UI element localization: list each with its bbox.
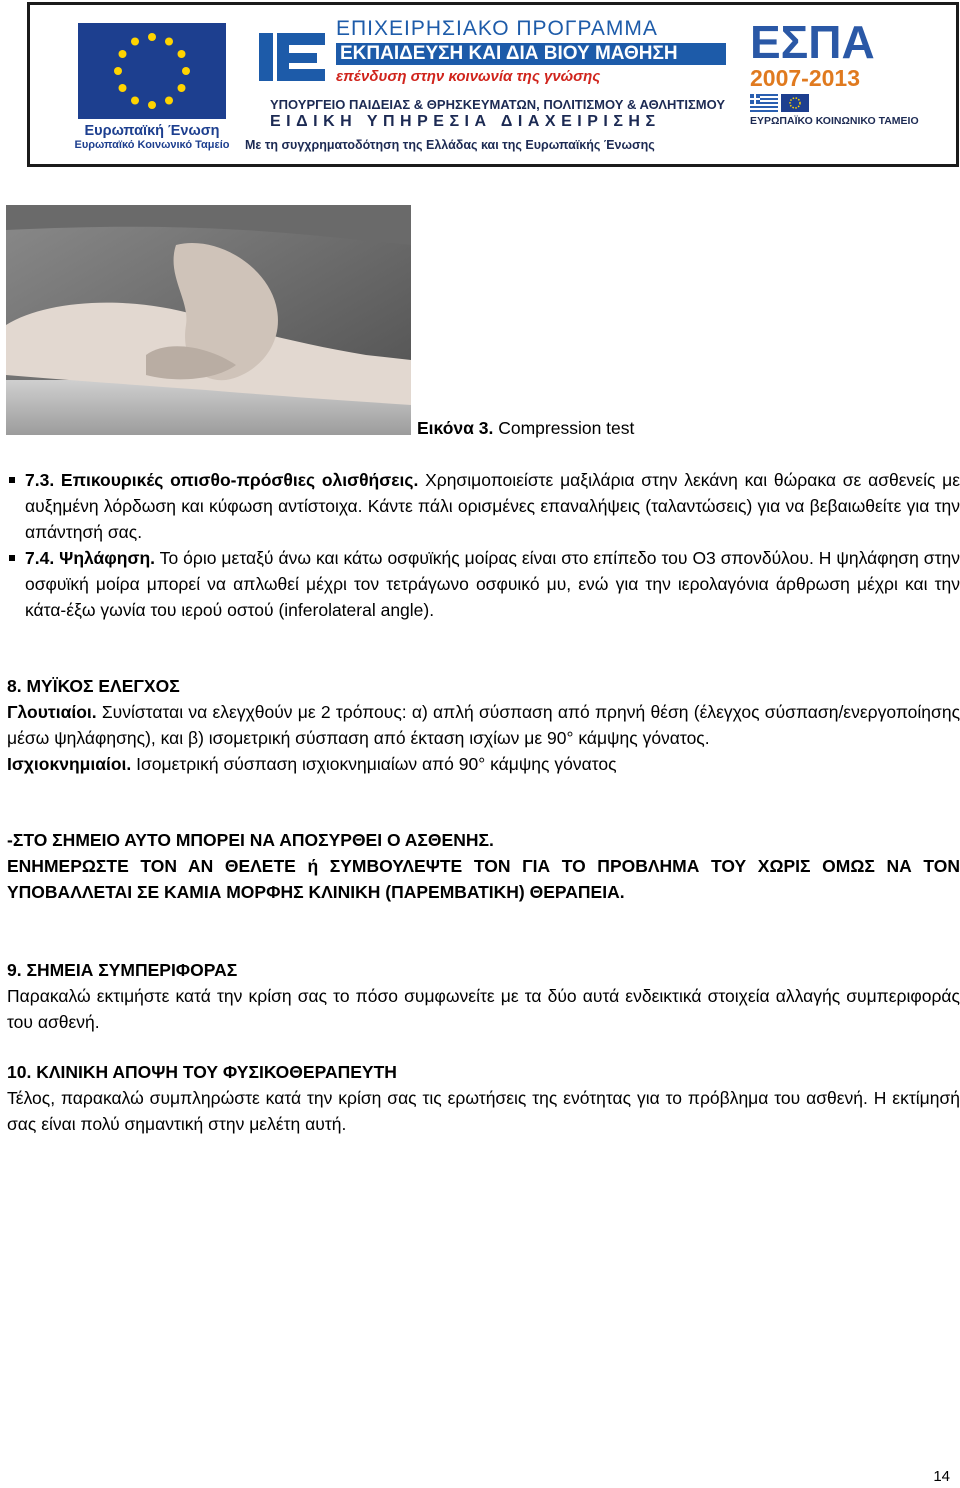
glutei-paragraph <box>7 699 960 751</box>
cofund-label: Με τη συγχρηματοδότηση της Ελλάδας και της Ευρωπαϊκής Ένωσης <box>245 138 655 152</box>
section-8 <box>7 673 960 777</box>
glutei-body: Συνίσταται να ελεγχθούν με 2 τρόπους: α) απλή σύσπαση από πρηνή θέση (έλεγχος σύσπαση/ενεργοποίησης μέσω ψηλάφησης), και β) ισομετρική σύσπαση από έκταση ισχίων με 90° κάμψης γόνατος. <box>7 702 960 748</box>
section-9-title: 9. ΣΗΜΕΙΑ ΣΥΜΠΕΡΙΦΟΡΑΣ <box>7 960 238 980</box>
eu-label: Ευρωπαϊκή Ένωση <box>84 123 220 139</box>
section-7-4-body: Το όριο μεταξύ άνω και κάτω οσφυϊκής μοίρας είναι στο επίπεδο του Ο3 σπονδύλου. Η ψηλάφηση στην οσφυϊκή μοίρα μπορεί να απλωθεί μέχρι τον τετράγωνο οσφυικό μυ, ενώ για την ιερολαγόνια άρθρωση μέχρι και την κάτα-έξω γωνία του ιερού οστού (inferolateral angle). <box>25 548 960 620</box>
eu-logo <box>64 23 240 151</box>
espa-fund-label: ΕΥΡΩΠΑΪΚΟ ΚΟΙΝΩΝΙΚΟ ΤΑΜΕΙΟ <box>750 115 919 127</box>
eu-flag-icon <box>78 23 226 119</box>
greek-flag-icon <box>750 94 778 112</box>
hamstrings-paragraph <box>7 751 960 777</box>
program-line-1: ΕΠΙΧΕΙΡΗΣΙΑΚΟ ΠΡΟΓΡΑΜΜΑ <box>336 17 658 40</box>
section-10-title: 10. ΚΛΙΝΙΚΗ ΑΠΟΨΗ ΤΟΥ ΦΥΣΙΚΟΘΕΡΑΠΕΥΤΗ <box>7 1062 397 1082</box>
program-logo-icon <box>255 27 330 87</box>
section-8-title: 8. ΜΥΪΚΟΣ ΕΛΕΓΧΟΣ <box>7 676 180 696</box>
page-number: 14 <box>933 1468 950 1485</box>
list-item <box>7 467 960 545</box>
hamstrings-label: Ισχιοκνημιαίοι. <box>7 754 132 774</box>
glutei-label: Γλουτιαίοι. <box>7 702 97 722</box>
program-slogan: επένδυση στην κοινωνία της γνώσης <box>336 68 601 85</box>
eu-fund-label: Ευρωπαϊκό Κοινωνικό Ταμείο <box>74 139 230 151</box>
hamstrings-body: Ισομετρική σύσπαση ισχιοκνημιαίων από 90° κάμψης γόνατος <box>131 754 617 774</box>
service-label: ΕΙΔΙΚΗ ΥΠΗΡΕΣΙΑ ΔΙΑΧΕΙΡΙΣΗΣ <box>270 113 661 130</box>
espa-title: ΕΣΠΑ <box>750 16 875 68</box>
section-7-4-title: 7.4. Ψηλάφηση. <box>25 548 156 568</box>
section-9 <box>7 957 960 1035</box>
espa-flags <box>750 94 950 112</box>
program-line-2: ΕΚΠΑΙΔΕΥΣΗ ΚΑΙ ΔΙΑ ΒΙΟΥ ΜΑΘΗΣΗ <box>336 43 726 65</box>
section-9-body: Παρακαλώ εκτιμήστε κατά την κρίση σας το πόσο συμφωνείτε με τα δύο αυτά ενδεικτικά στοιχεία αλλαγής συμπεριφοράς του ασθενή. <box>7 986 960 1032</box>
ministry-label: ΥΠΟΥΡΓΕΙΟ ΠΑΙΔΕΙΑΣ & ΘΡΗΣΚΕΥΜΑΤΩΝ, ΠΟΛΙΤΙΣΜΟΥ & ΑΘΛΗΤΙΣΜΟΥ <box>270 97 725 112</box>
figure-caption-text: Compression test <box>493 418 635 438</box>
section-7-3-title: 7.3. Επικουρικές οπισθο-πρόσθιες ολισθήσεις. <box>25 470 419 490</box>
section-10 <box>7 1059 960 1137</box>
eu-small-flag-icon <box>781 94 809 112</box>
section-7-3-body: Χρησιμοποιείστε μαξιλάρια στην λεκάνη και θώρακα σε ασθενείς με αυξημένη λόρδωση και κύφωση αντίστοιχα. Κάντε πάλι ορισμένες επαναλήψεις (ταλαντώσεις) για να βεβαιωθείτε για την απάντησή σας. <box>25 470 960 542</box>
figure-caption <box>417 418 634 439</box>
figure-caption-label: Εικόνα 3. <box>417 418 494 438</box>
patient-notice <box>7 827 960 905</box>
notice-line-1: -ΣΤΟ ΣΗΜΕΙΟ ΑΥΤΟ ΜΠΟΡΕΙ ΝΑ ΑΠΟΣΥΡΘΕΙ Ο ΑΣΘΕΝΗΣ. <box>7 830 494 850</box>
list-item <box>7 545 960 623</box>
header-banner <box>27 2 959 167</box>
section-7-3 <box>7 467 960 623</box>
espa-logo <box>750 16 950 127</box>
espa-years: 2007-2013 <box>750 65 860 91</box>
program-title <box>336 17 726 85</box>
compression-test-photo <box>6 205 411 435</box>
notice-line-2: ΕΝΗΜΕΡΩΣΤΕ ΤΟΝ ΑΝ ΘΕΛΕΤΕ ή ΣΥΜΒΟΥΛΕΨΤΕ ΤΟΝ ΓΙΑ ΤΟ ΠΡΟΒΛΗΜΑ ΤΟΥ ΧΩΡΙΣ ΟΜΩΣ ΝΑ ΤΟΝ ΥΠΟΒΑΛΛΕΤΑΙ ΣΕ ΚΑΜΙΑ ΜΟΡΦΗΣ ΚΛΙΝΙΚΗ (ΠΑΡΕΜΒΑΤΙΚΗ) ΘΕΡΑΠΕΙΑ. <box>7 856 960 902</box>
section-10-body: Τέλος, παρακαλώ συμπληρώστε κατά την κρίση σας τις ερωτήσεις της ενότητας για το πρόβλημα του ασθενή. Η εκτίμησή σας είναι πολύ σημαντική στην μελέτη αυτή. <box>7 1088 960 1134</box>
